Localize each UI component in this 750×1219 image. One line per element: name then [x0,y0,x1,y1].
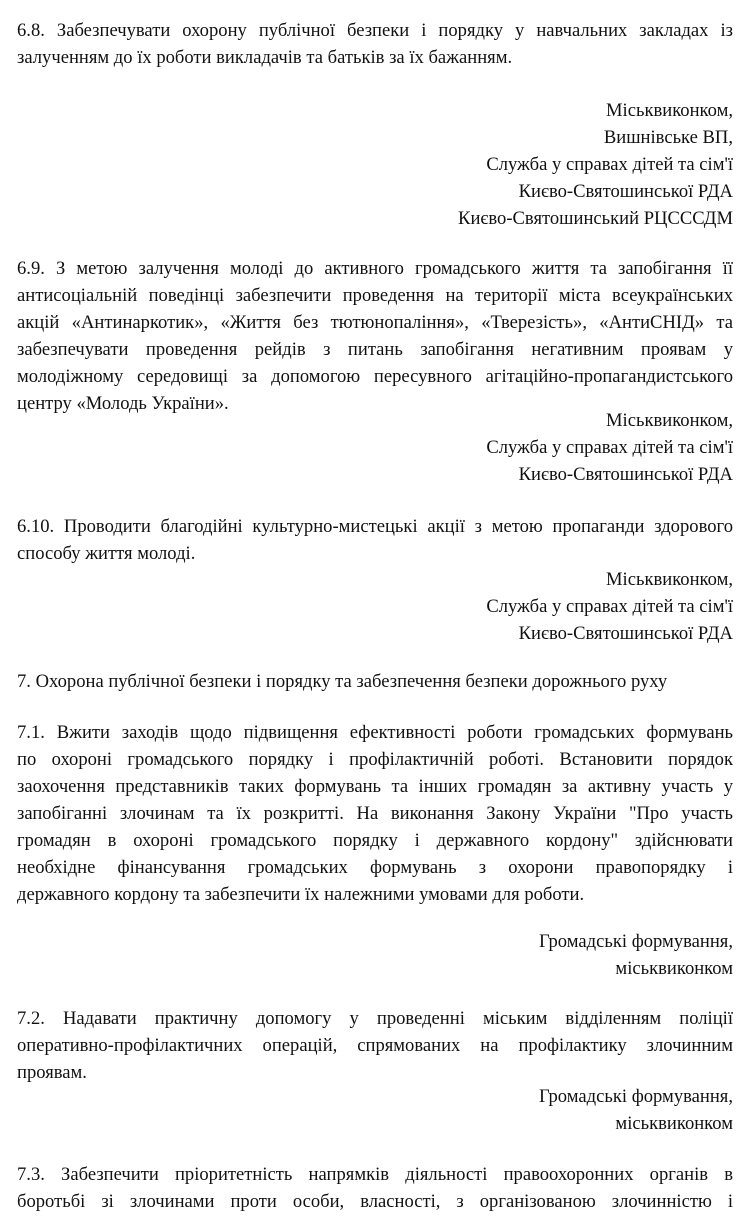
responsible-line: Вишнівське ВП, [603,127,733,148]
text-line: центру «Молодь України». [17,393,229,414]
text-line: 7.2. Надавати практичну допомогу у проведенні міським відділенням поліції [17,1008,733,1029]
responsible-line: міськвиконком [615,1113,733,1134]
text-line: забезпечувати проведення рейдів з питань запобігання негативним проявам у [17,339,733,360]
text-line: залученням до їх роботи викладачів та батьків за їх бажанням. [17,47,513,68]
text-line: 7.1. Вжити заходів щодо підвищення ефективності роботи громадських формувань [17,722,733,743]
responsible-line: Міськвиконком, [606,410,733,431]
responsible-6-8 [458,97,733,232]
text-line: акцій «Антинаркотик», «Життя без тютюнопаління», «Тверезість», «АнтиСНІД» та [17,312,733,333]
text-line: громадян в охороні громадського порядку і державного кордону" здійснювати [17,830,733,851]
paragraph-6-8 [17,17,733,71]
text-line: 7.3. Забезпечити пріоритетність напрямків діяльності правоохоронних органів в [17,1164,733,1185]
text-line: боротьбі зі злочинами проти особи, власності, з організованою злочинністю і [17,1191,733,1212]
text-line: державного кордону та забезпечити їх належними умовами для роботи. [17,884,585,905]
text-line: необхідне фінансування громадських формувань з охорони правопорядку і [17,857,733,878]
text-line: заохочення представників таких формувань та інших громадян за активну участь у [17,776,733,797]
text-line: антисоціальній поведінці забезпечити проведення на території міста всеукраїнських [17,285,733,306]
paragraph-6-10 [17,513,733,567]
responsible-7-1 [539,928,733,982]
text-line: молодіжному середовищі за допомогою пересувного агітаційно-пропагандистського [17,366,733,387]
responsible-line: Міськвиконком, [606,569,733,590]
section-heading-7: 7. Охорона публічної безпеки і порядку та забезпечення безпеки дорожнього руху [17,671,668,692]
responsible-line: Служба у справах дітей та сім'ї [486,596,733,617]
text-line: 6.8. Забезпечувати охорону публічної безпеки і порядку у навчальних закладах із [17,20,733,41]
responsible-6-9 [486,407,733,488]
text-line: 6.9. З метою залучення молоді до активного громадського життя та запобігання її [17,258,733,279]
text-line: 6.10. Проводити благодійні культурно-мистецькі акції з метою пропаганди здорового [17,516,733,537]
responsible-line: міськвиконком [615,958,733,979]
responsible-line: Громадські формування, [538,931,733,952]
responsible-7-2 [539,1083,733,1137]
text-line: оперативно-профілактичних операцій, спрямованих на профілактику злочинним [17,1035,733,1056]
responsible-line: Служба у справах дітей та сім'ї [486,154,733,175]
responsible-line: Служба у справах дітей та сім'ї [486,437,733,458]
paragraph-7-3 [17,1161,733,1215]
text-line: по охороні громадського порядку і профілактичній роботі. Встановити порядок [17,749,733,770]
text-line: запобіганні злочинам та їх розкритті. На виконання Закону України "Про участь [17,803,733,824]
responsible-6-10 [486,566,733,647]
text-line: способу життя молоді. [17,543,196,564]
paragraph-7-1 [17,719,733,908]
responsible-line: Києво-Святошинської РДА [518,623,733,644]
responsible-line: Києво-Святошинської РДА [518,464,733,485]
paragraph-7-2 [17,1005,733,1086]
responsible-line: Міськвиконком, [606,100,733,121]
text-line: проявам. [17,1062,87,1083]
responsible-line: Громадські формування, [538,1086,733,1107]
paragraph-6-9 [17,255,733,417]
responsible-line: Києво-Святошинський РЦСССДМ [458,208,733,229]
responsible-line: Києво-Святошинської РДА [518,181,733,202]
